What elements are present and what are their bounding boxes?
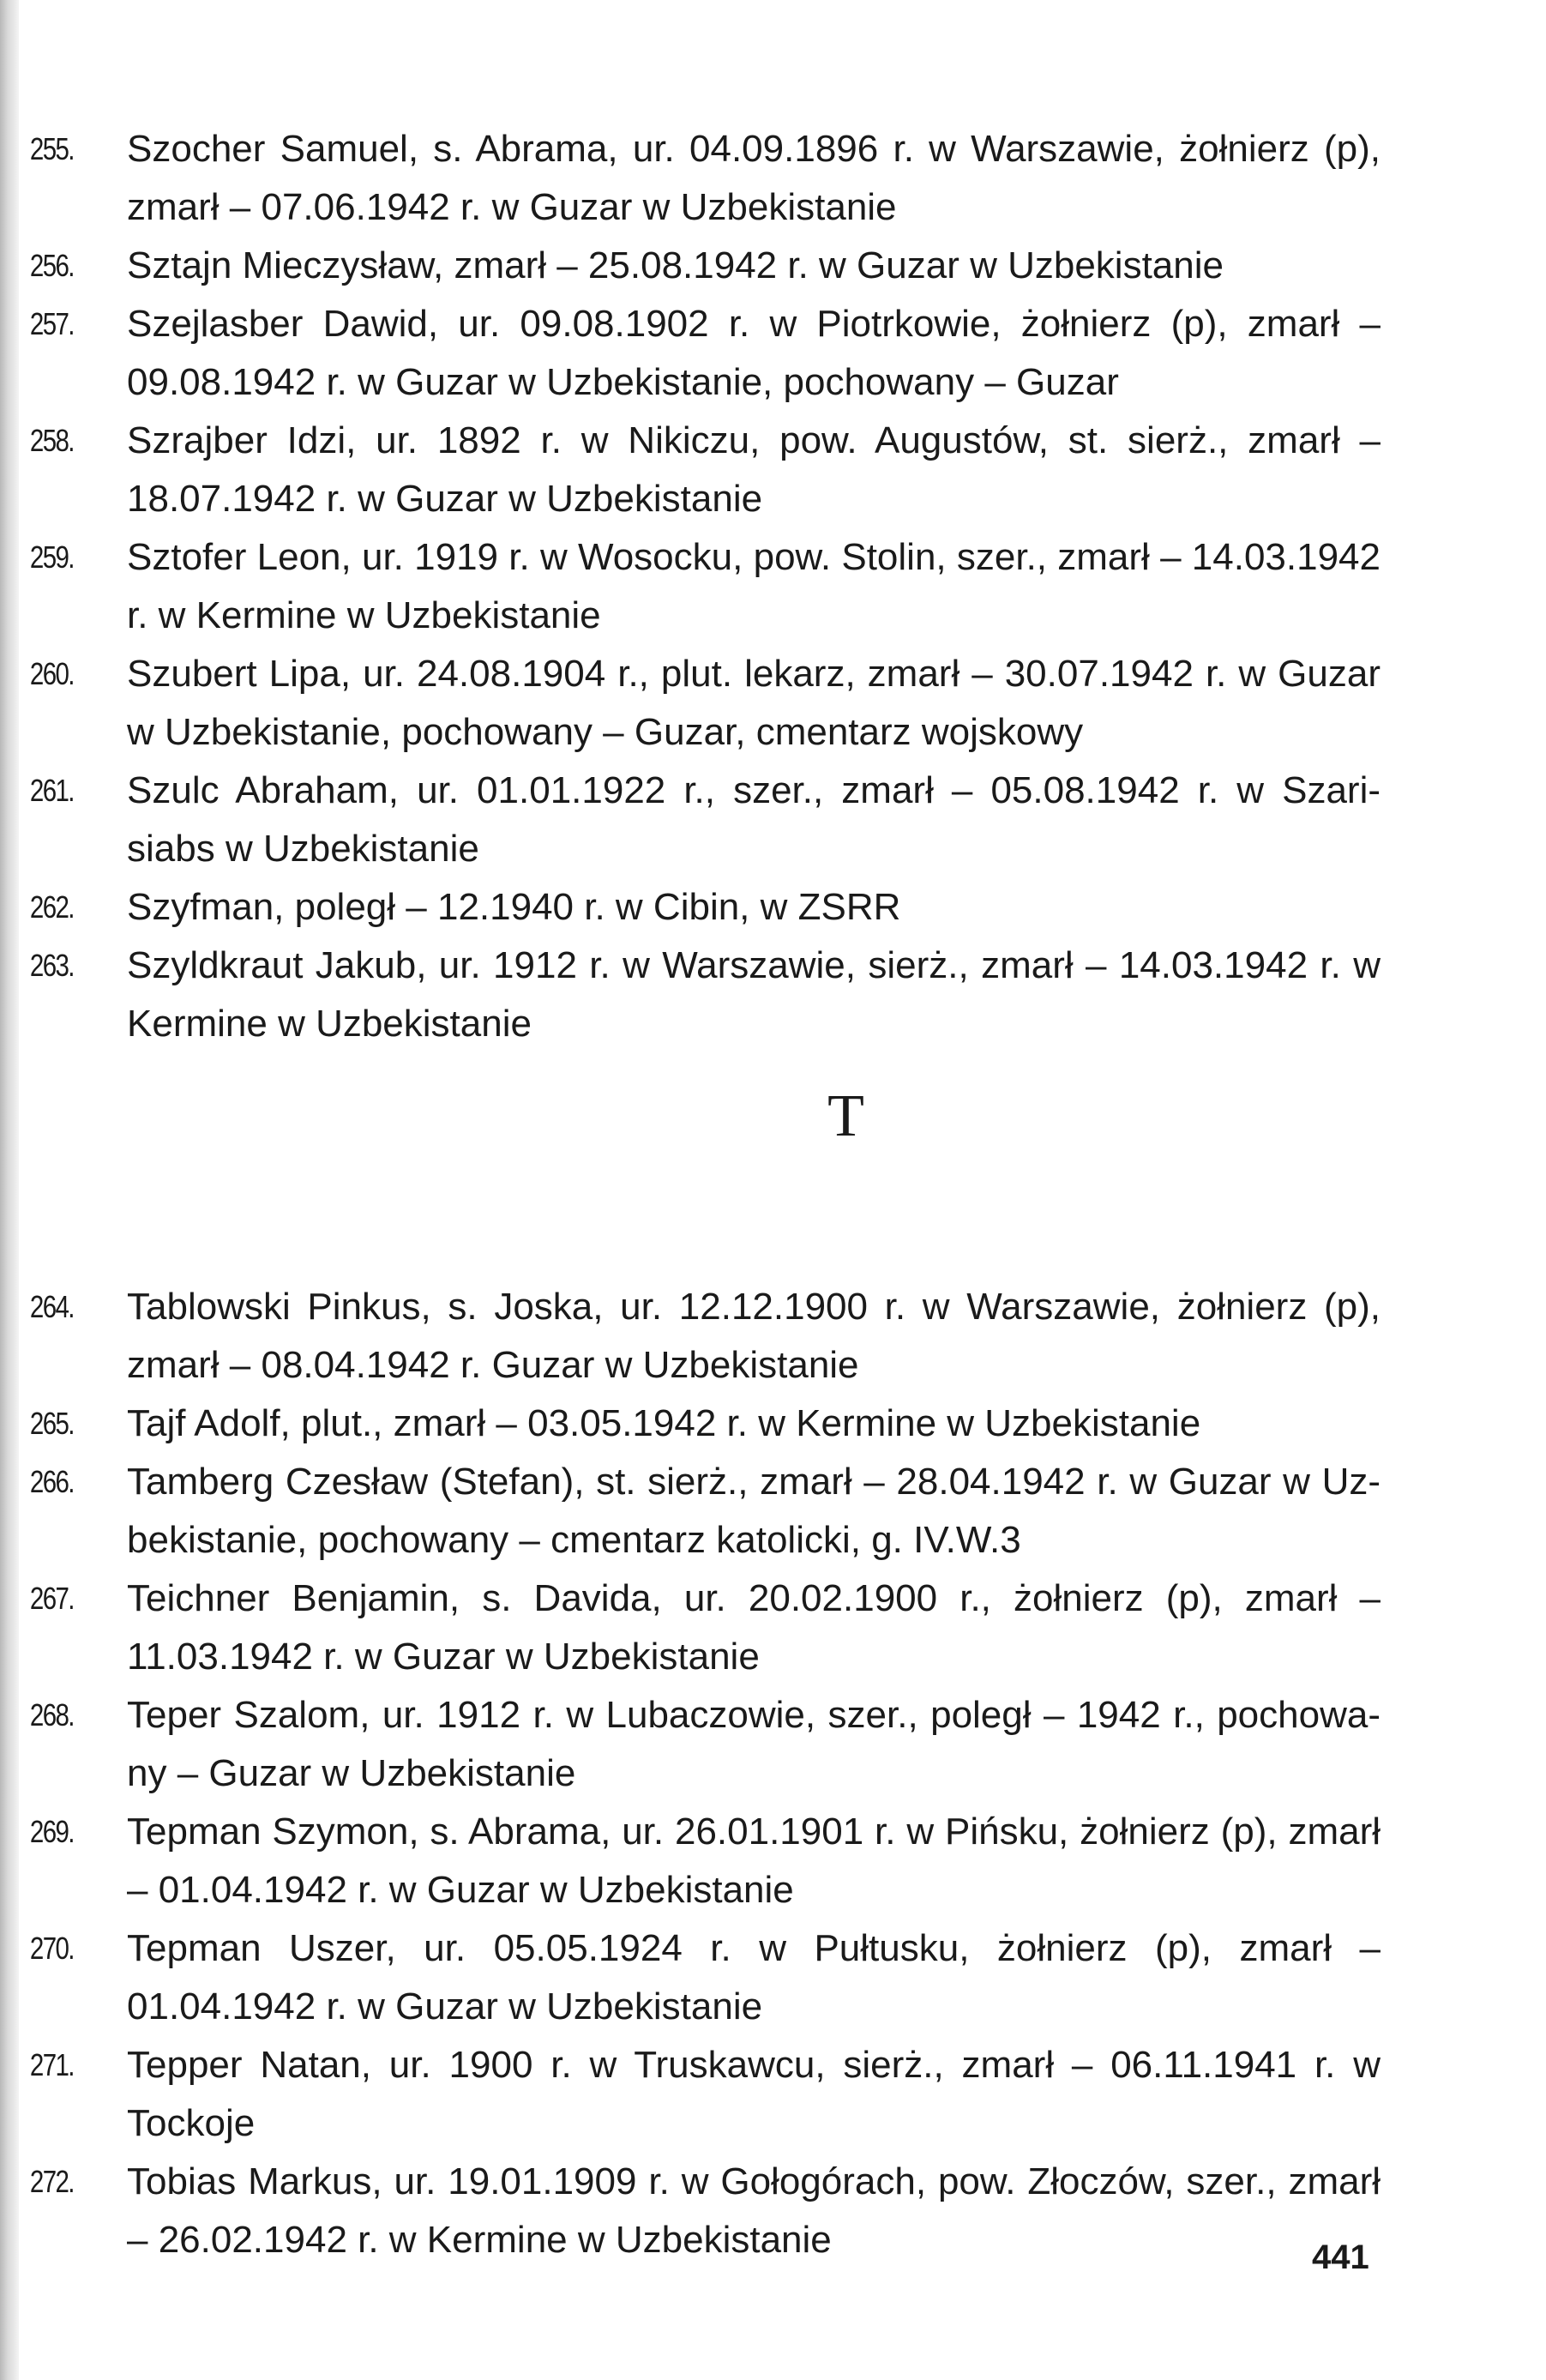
list-item [26, 120, 1381, 237]
entry-text: Tobias Markus, ur. 19.01.1909 r. w Gołogórach, pow. Złoczów, szer., zmarł – 26.02.1942 r. w Kermine w Uzbekistanie [127, 2160, 1381, 2261]
entry-number: 268. [29, 1697, 74, 1732]
entry-number: 256. [29, 248, 74, 283]
entry-number: 261. [29, 773, 74, 808]
entry-number: 267. [29, 1581, 74, 1616]
list-item [26, 1919, 1381, 2036]
list-item [26, 2153, 1381, 2269]
entry-number: 259. [29, 539, 74, 575]
entries-section-t [26, 1278, 1381, 2269]
list-item [26, 412, 1381, 528]
entry-text: Tajf Adolf, plut., zmarł – 03.05.1942 r. w Kermine w Uzbekistanie [127, 1402, 1201, 1444]
list-item [26, 937, 1381, 1053]
list-item [26, 762, 1381, 878]
entry-text: Teichner Benjamin, s. Davida, ur. 20.02.1900 r., żołnierz (p), zmarł – 11.03.1942 r. w Guzar w Uzbekistanie [127, 1577, 1381, 1678]
entry-number: 270. [29, 1931, 74, 1966]
entry-number: 257. [29, 306, 74, 341]
entry-text: Szejlasber Dawid, ur. 09.08.1902 r. w Piotrkowie, żołnierz (p), zmarł – 09.08.1942 r. w Guzar w Uzbekistanie, pochowany – Guzar [127, 303, 1381, 403]
list-item [26, 295, 1381, 412]
list-item [26, 645, 1381, 762]
list-item [26, 1686, 1381, 1803]
list-item [26, 2036, 1381, 2153]
entry-number: 263. [29, 948, 74, 983]
entry-number: 258. [29, 423, 74, 458]
entry-text: Szyldkraut Jakub, ur. 1912 r. w Warszawie, sierż., zmarł – 14.03.1942 r. w Kermine w Uzbekistanie [127, 944, 1381, 1045]
page-number: 441 [1312, 2238, 1369, 2276]
list-item [26, 1570, 1381, 1686]
entry-text: Tamberg Czesław (Stefan), st. sierż., zmarł – 28.04.1942 r. w Guzar w Uz-bekistanie, pochowany – cmentarz katolicki, g. IV.W.3 [127, 1461, 1381, 1561]
list-item [26, 1803, 1381, 1919]
list-item [26, 1395, 1381, 1453]
entry-number: 266. [29, 1464, 74, 1499]
entry-number: 269. [29, 1814, 74, 1849]
entry-text: Szyfman, poległ – 12.1940 r. w Cibin, w ZSRR [127, 886, 901, 928]
entry-number: 260. [29, 656, 74, 691]
entry-text: Tepman Szymon, s. Abrama, ur. 26.01.1901 r. w Pińsku, żołnierz (p), zmarł – 01.04.1942 r. w Guzar w Uzbekistanie [127, 1811, 1381, 1911]
entry-text: Tepman Uszer, ur. 05.05.1924 r. w Pułtusku, żołnierz (p), zmarł – 01.04.1942 r. w Guzar w Uzbekistanie [127, 1927, 1381, 2028]
entry-number: 255. [29, 131, 74, 166]
entry-number: 265. [29, 1406, 74, 1441]
list-item [26, 528, 1381, 645]
entry-text: Szocher Samuel, s. Abrama, ur. 04.09.1896 r. w Warszawie, żołnierz (p), zmarł – 07.06.1942 r. w Guzar w Uzbekistanie [127, 128, 1381, 228]
list-item [26, 878, 1381, 937]
list-item [26, 1278, 1381, 1395]
entry-text: Szrajber Idzi, ur. 1892 r. w Nikiczu, pow. Augustów, st. sierż., zmarł – 18.07.1942 r. w Guzar w Uzbekistanie [127, 419, 1381, 520]
entry-number: 264. [29, 1289, 74, 1324]
entry-text: Teper Szalom, ur. 1912 r. w Lubaczowie, szer., poległ – 1942 r., pochowa-ny – Guzar w Uzbekistanie [127, 1694, 1381, 1794]
list-item [26, 1453, 1381, 1570]
entry-number: 262. [29, 889, 74, 925]
entry-text: Sztajn Mieczysław, zmarł – 25.08.1942 r. w Guzar w Uzbekistanie [127, 244, 1224, 286]
entry-number: 271. [29, 2047, 74, 2082]
entry-text: Tepper Natan, ur. 1900 r. w Truskawcu, sierż., zmarł – 06.11.1941 r. w Tockoje [127, 2044, 1381, 2144]
list-item [26, 237, 1381, 295]
entry-text: Szubert Lipa, ur. 24.08.1904 r., plut. lekarz, zmarł – 30.07.1942 r. w Guzar w Uzbekistanie, pochowany – Guzar, cmentarz wojskowy [127, 653, 1381, 753]
entry-text: Sztofer Leon, ur. 1919 r. w Wosocku, pow. Stolin, szer., zmarł – 14.03.1942 r. w Kermine w Uzbekistanie [127, 536, 1381, 636]
entry-text: Tablowski Pinkus, s. Joska, ur. 12.12.1900 r. w Warszawie, żołnierz (p), zmarł – 08.04.1942 r. Guzar w Uzbekistanie [127, 1286, 1381, 1386]
entry-number: 272. [29, 2164, 74, 2199]
entry-text: Szulc Abraham, ur. 01.01.1922 r., szer., zmarł – 05.08.1942 r. w Szari-siabs w Uzbekistanie [127, 769, 1381, 870]
entries-section-s [26, 120, 1381, 1053]
section-letter-heading: T [827, 1083, 864, 1149]
